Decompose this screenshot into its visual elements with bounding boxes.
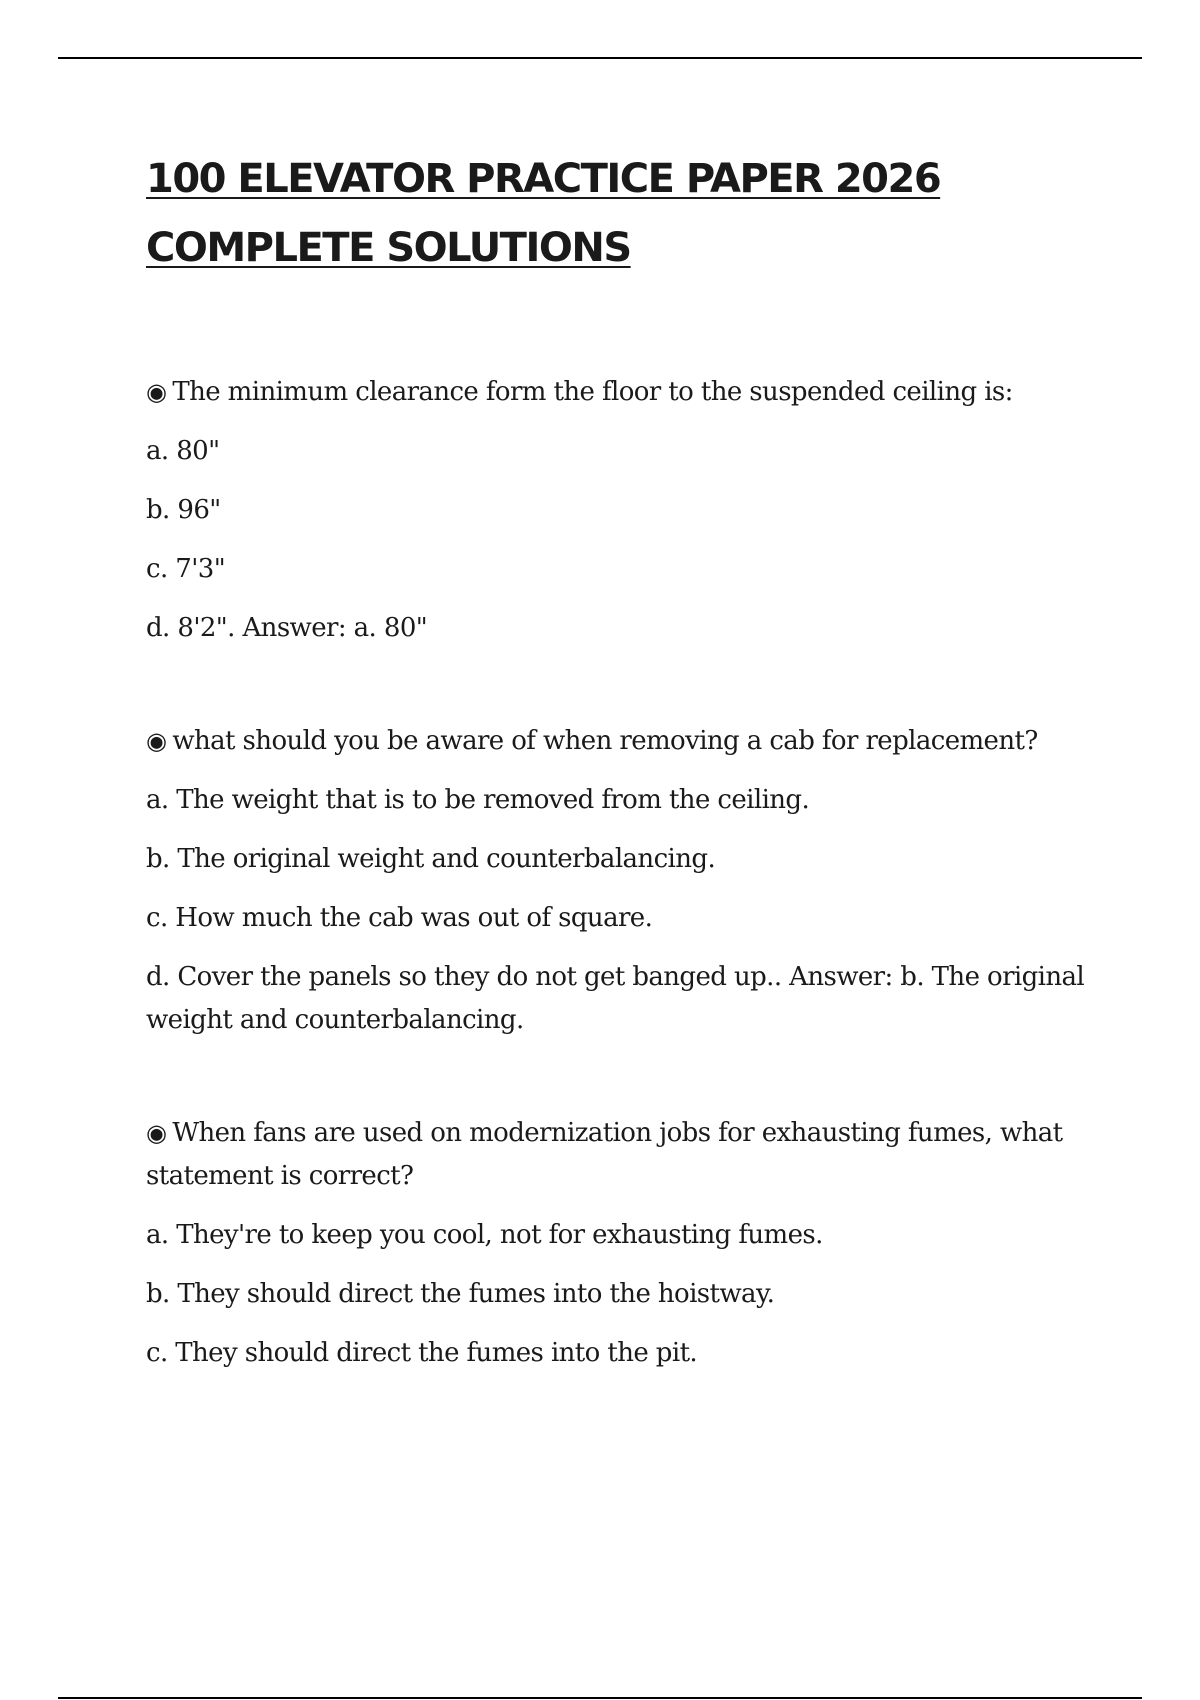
radio-bullet-icon: ◉ <box>146 727 167 755</box>
question-text <box>146 720 1106 763</box>
question-text <box>146 1112 1106 1198</box>
document-title <box>146 145 1106 283</box>
question-prompt: what should you be aware of when removing a cab for replacement? <box>172 726 1038 756</box>
answer-option: b. The original weight and counterbalancing. <box>146 844 716 874</box>
answer-option: a. They're to keep you cool, not for exhausting fumes. <box>146 1220 823 1250</box>
answer-option: a. The weight that is to be removed from the ceiling. <box>146 785 810 815</box>
question-1 <box>146 371 1106 650</box>
answer-option: c. 7'3" <box>146 554 226 584</box>
title-line-2: COMPLETE SOLUTIONS <box>146 225 631 271</box>
radio-bullet-icon: ◉ <box>146 1119 167 1147</box>
question-text <box>146 371 1106 414</box>
question-2 <box>146 720 1106 1042</box>
radio-bullet-icon: ◉ <box>146 378 167 406</box>
question-prompt: The minimum clearance form the floor to the suspended ceiling is: <box>172 377 1013 407</box>
answer-option: c. How much the cab was out of square. <box>146 903 653 933</box>
answer-option: c. They should direct the fumes into the pit. <box>146 1338 698 1368</box>
document-body <box>146 145 1106 1375</box>
top-rule <box>58 57 1142 59</box>
title-line-1: 100 ELEVATOR PRACTICE PAPER 2026 <box>146 156 941 202</box>
question-3 <box>146 1112 1106 1375</box>
answer-option: d. 8'2". Answer: a. 80" <box>146 613 428 643</box>
question-prompt: When fans are used on modernization jobs for exhausting fumes, what statement is correct? <box>146 1118 1063 1191</box>
answer-option: d. Cover the panels so they do not get banged up.. Answer: b. The original weight and counterbalancing. <box>146 962 1085 1035</box>
answer-option: a. 80" <box>146 436 220 466</box>
bottom-rule <box>58 1697 1142 1699</box>
answer-option: b. They should direct the fumes into the hoistway. <box>146 1279 775 1309</box>
answer-option: b. 96" <box>146 495 221 525</box>
